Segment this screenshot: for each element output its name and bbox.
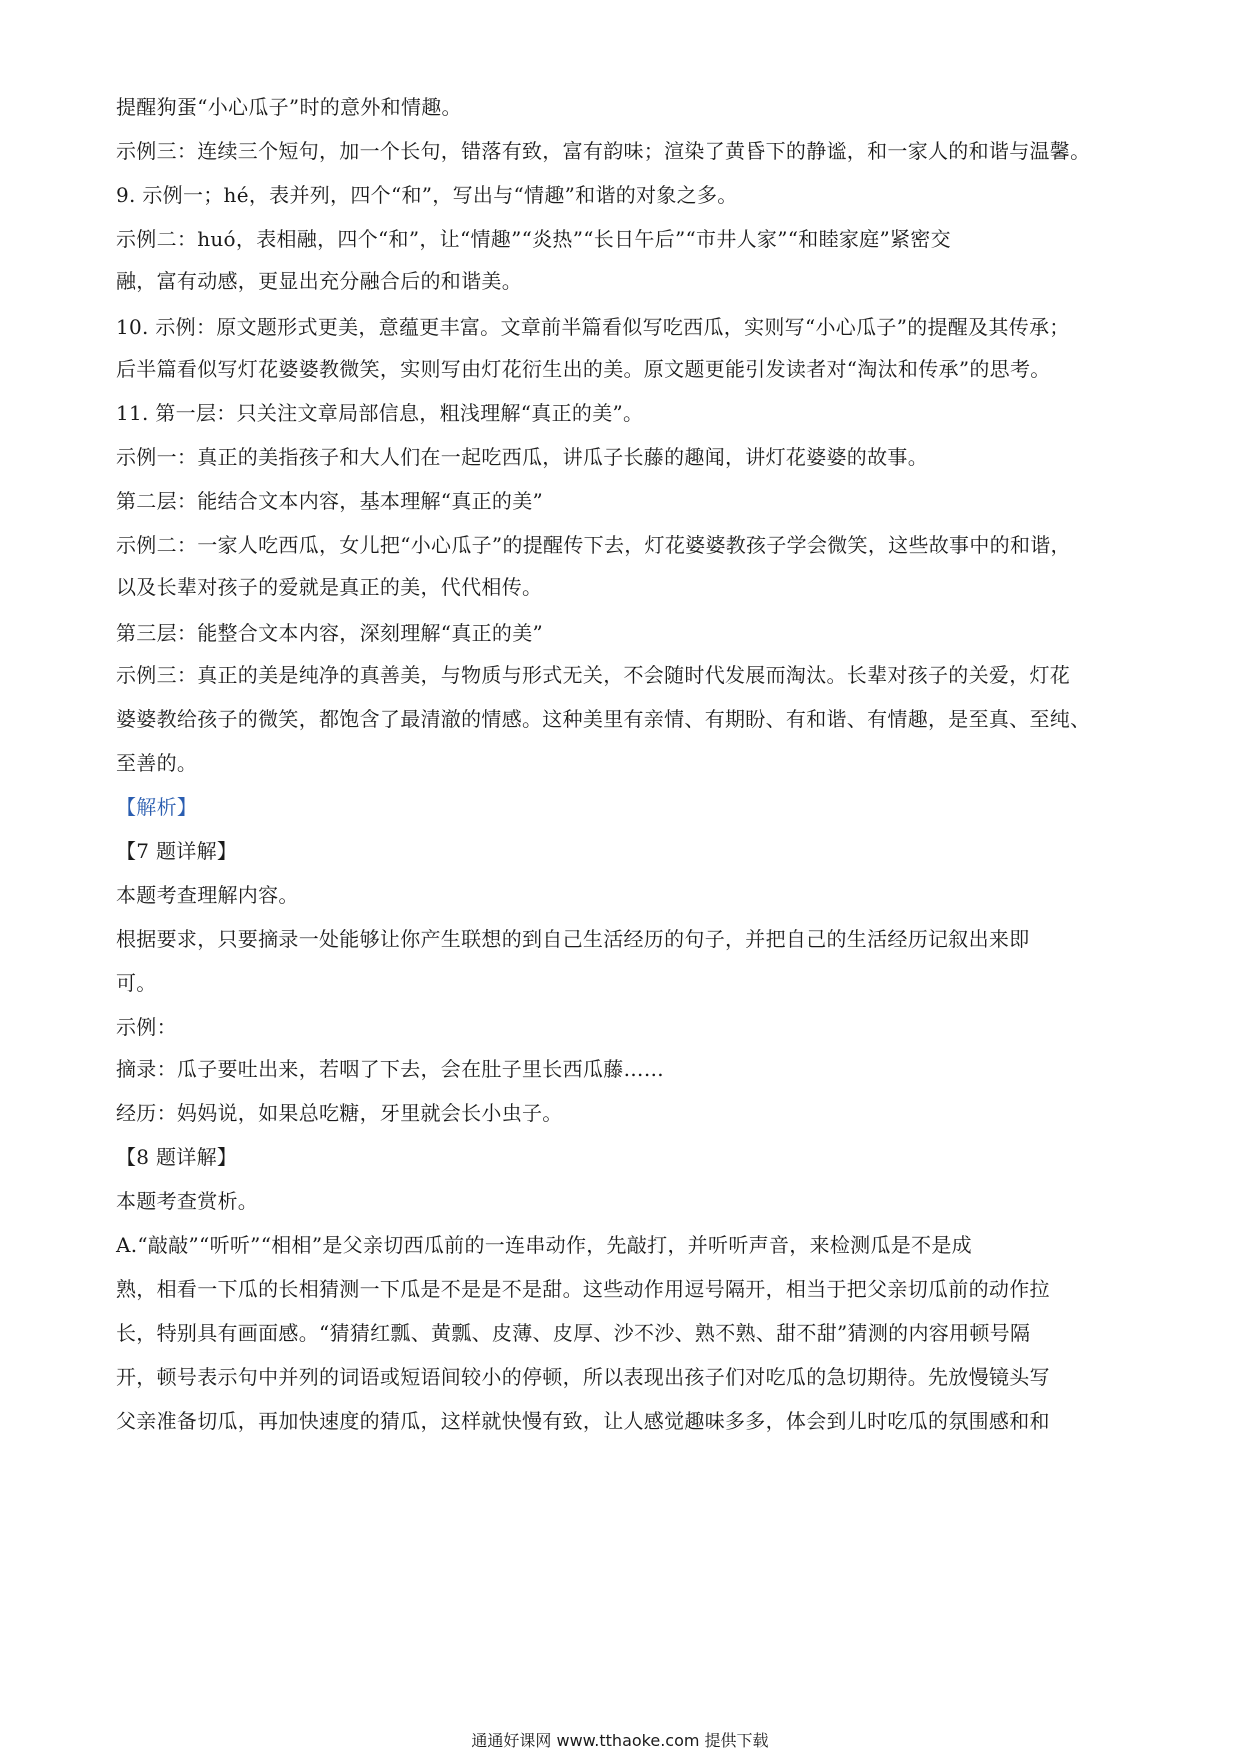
section-heading-analysis: 【解析】 [116, 795, 198, 819]
section-heading-q8: 【8 题详解】 [116, 1145, 238, 1169]
text-line: 示例： [116, 1015, 177, 1039]
text-line: 融，富有动感，更显出充分融合后的和谐美。 [116, 269, 522, 293]
text-line: A.“敲敲”“听听”“相相”是父亲切西瓜前的一连串动作，先敲打，并听听声音，来检测瓜是不是成 [116, 1233, 972, 1257]
text-line: 熟，相看一下瓜的长相猜测一下瓜是不是是不是甜。这些动作用逗号隔开，相当于把父亲切瓜前的动作拉 [116, 1277, 1050, 1301]
text-line: 提醒狗蛋“小心瓜子”时的意外和情趣。 [116, 95, 462, 119]
text-line: 后半篇看似写灯花婆婆教微笑，实则写由灯花衍生出的美。原文题更能引发读者对“淘汰和传承”的思考。 [116, 357, 1051, 381]
text-line: 9. 示例一；hé，表并列，四个“和”，写出与“情趣”和谐的对象之多。 [116, 183, 738, 207]
text-line: 示例三：连续三个短句，加一个长句，错落有致，富有韵味；渲染了黄昏下的静谧，和一家人的和谐与温馨。 [116, 139, 1091, 163]
text-line: 婆婆教给孩子的微笑，都饱含了最清澈的情感。这种美里有亲情、有期盼、有和谐、有情趣，是至真、至纯、 [116, 707, 1091, 731]
text-line: 示例二：huó，表相融，四个“和”，让“情趣”“炎热”“长日午后”“市井人家”“和睦家庭”紧密交 [116, 227, 951, 251]
text-line: 第二层：能结合文本内容，基本理解“真正的美” [116, 489, 544, 513]
text-line: 11. 第一层：只关注文章局部信息，粗浅理解“真正的美”。 [116, 401, 644, 425]
text-line: 至善的。 [116, 751, 198, 775]
text-line: 摘录：瓜子要吐出来，若咽了下去，会在肚子里长西瓜藤…… [116, 1057, 665, 1081]
text-line: 以及长辈对孩子的爱就是真正的美，代代相传。 [116, 575, 543, 599]
text-line: 本题考查赏析。 [116, 1189, 259, 1213]
text-line: 第三层：能整合文本内容，深刻理解“真正的美” [116, 621, 544, 645]
text-line: 长，特别具有画面感。“猜猜红瓢、黄瓢、皮薄、皮厚、沙不沙、熟不熟、甜不甜”猜测的内容用顿号隔 [116, 1321, 1031, 1345]
text-line: 经历：妈妈说，如果总吃糖，牙里就会长小虫子。 [116, 1101, 563, 1125]
text-line: 10. 示例：原文题形式更美，意蕴更丰富。文章前半篇看似写吃西瓜，实则写“小心瓜子”的提醒及其传承； [116, 315, 1070, 339]
text-line: 本题考查理解内容。 [116, 883, 299, 907]
text-line: 开，顿号表示句中并列的词语或短语间较小的停顿，所以表现出孩子们对吃瓜的急切期待。先放慢镜头写 [116, 1365, 1050, 1389]
text-line: 示例三：真正的美是纯净的真善美，与物质与形式无关，不会随时代发展而淘汰。长辈对孩子的关爱，灯花 [116, 663, 1071, 687]
text-line: 父亲准备切瓜，再加快速度的猜瓜，这样就快慢有致，让人感觉趣味多多，体会到儿时吃瓜的氛围感和和 [116, 1409, 1050, 1433]
text-line: 可。 [116, 971, 157, 995]
text-line: 根据要求，只要摘录一处能够让你产生联想的到自己生活经历的句子，并把自己的生活经历记叙出来即 [116, 927, 1030, 951]
text-line: 示例一：真正的美指孩子和大人们在一起吃西瓜，讲瓜子长藤的趣闻，讲灯花婆婆的故事。 [116, 445, 928, 469]
text-line: 示例二：一家人吃西瓜，女儿把“小心瓜子”的提醒传下去，灯花婆婆教孩子学会微笑，这些故事中的和谐， [116, 533, 1071, 557]
section-heading-q7: 【7 题详解】 [116, 839, 238, 863]
page-footer: 通通好课网 www.tthaoke.com 提供下载 [471, 1731, 769, 1750]
